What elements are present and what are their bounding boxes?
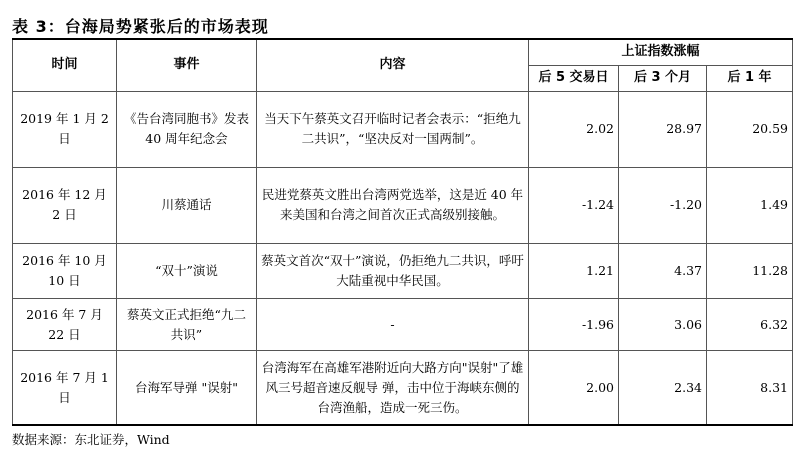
table-row — [13, 298, 793, 351]
header-after-3m: 后 3 个月 — [619, 65, 707, 91]
cell-after-5d: -1.96 — [529, 298, 619, 351]
cell-after-1y: 11.28 — [707, 243, 793, 298]
cell-event: 《告台湾同胞书》发表 40 周年纪念会 — [117, 91, 257, 167]
table-row — [13, 351, 793, 425]
header-time: 时间 — [13, 39, 117, 91]
cell-time: 2016 年 12 月 2 日 — [13, 167, 117, 243]
cell-after-1y: 20.59 — [707, 91, 793, 167]
cell-content: 台湾海军在高雄军港附近向大路方向"误射"了雄风三号超音速反舰导 弹，击中位于海峡东侧的台湾渔船，造成一死三伤。 — [257, 351, 529, 425]
cell-after-1y: 1.49 — [707, 167, 793, 243]
cell-content: - — [257, 298, 529, 351]
cell-after-5d: 2.02 — [529, 91, 619, 167]
cell-after-3m: 2.34 — [619, 351, 707, 425]
cell-event: “双十”演说 — [117, 243, 257, 298]
header-event: 事件 — [117, 39, 257, 91]
cell-content: 蔡英文首次“双十”演说，仍拒绝九二共识，呼吁大陆重视中华民国。 — [257, 243, 529, 298]
cell-content: 当天下午蔡英文召开临时记者会表示：“拒绝九二共识”，“坚决反对一国两制”。 — [257, 91, 529, 167]
cell-after-1y: 6.32 — [707, 298, 793, 351]
cell-content: 民进党蔡英文胜出台湾两党选举，这是近 40 年来美国和台湾之间首次正式高级别接触。 — [257, 167, 529, 243]
cell-after-5d: 1.21 — [529, 243, 619, 298]
header-content: 内容 — [257, 39, 529, 91]
source-note: 数据来源：东北证券，Wind — [12, 432, 170, 447]
table-title: 表 3：台海局势紧张后的市场表现 — [12, 17, 269, 36]
cell-after-3m: 28.97 — [619, 91, 707, 167]
table-row — [13, 243, 793, 298]
cell-time: 2019 年 1 月 2 日 — [13, 91, 117, 167]
cell-after-3m: -1.20 — [619, 167, 707, 243]
header-index-group: 上证指数涨幅 — [529, 39, 793, 65]
cell-time: 2016 年 7 月 1 日 — [13, 351, 117, 425]
cell-after-5d: -1.24 — [529, 167, 619, 243]
cell-event: 川蔡通话 — [117, 167, 257, 243]
cell-after-5d: 2.00 — [529, 351, 619, 425]
cell-after-1y: 8.31 — [707, 351, 793, 425]
cell-time: 2016 年 10 月 10 日 — [13, 243, 117, 298]
header-after-5d: 后 5 交易日 — [529, 65, 619, 91]
cell-after-3m: 3.06 — [619, 298, 707, 351]
header-after-1y: 后 1 年 — [707, 65, 793, 91]
cell-time: 2016 年 7 月 22 日 — [13, 298, 117, 351]
cell-after-3m: 4.37 — [619, 243, 707, 298]
cell-event: 台海军导弹 "误射" — [117, 351, 257, 425]
table-row — [13, 91, 793, 167]
market-performance-table — [12, 38, 793, 426]
table-row — [13, 167, 793, 243]
cell-event: 蔡英文正式拒绝“九二共识” — [117, 298, 257, 351]
